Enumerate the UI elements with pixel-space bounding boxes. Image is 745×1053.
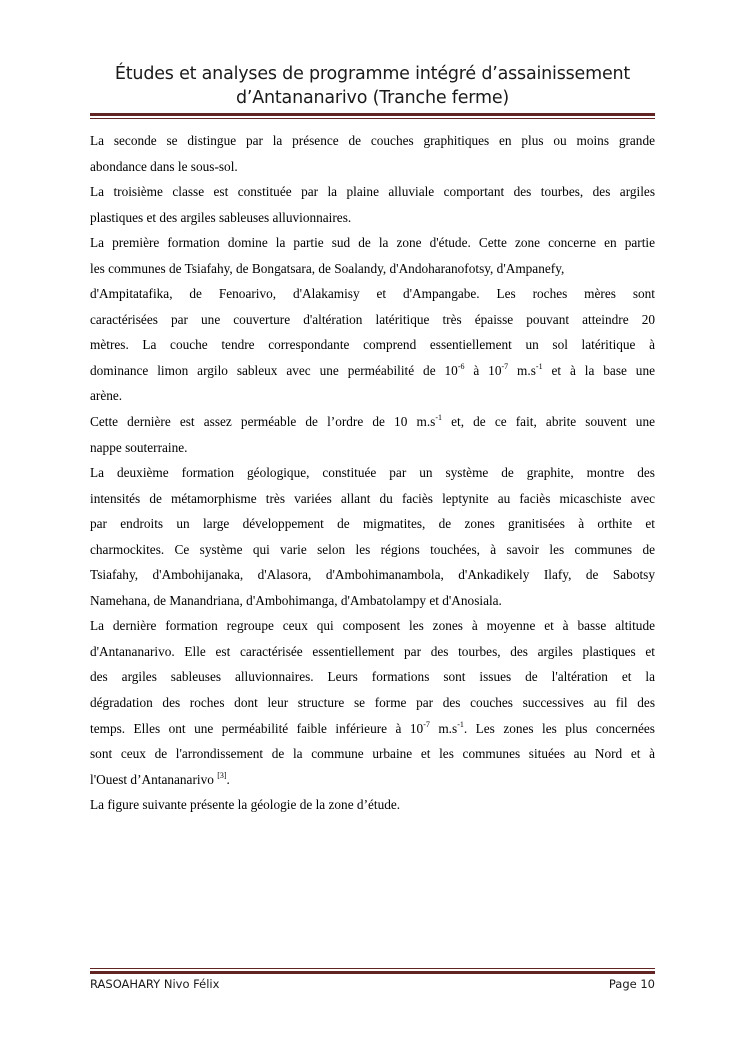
exponent: -1 [457,719,464,729]
text-run: l'Ouest d’Antananarivo [90,771,218,787]
line-with-reference [90,767,655,793]
line: La seconde se distingue par la présence de couches graphitiques en plus ou moins grande [90,133,655,148]
line: abondance dans le sous-sol. [90,158,238,174]
line: dégradation des roches dont leur structure se forme par des couches successives au fil des [90,695,655,711]
line: par endroits un large développement de migmatites, de zones granitisées à orthite et [90,516,655,532]
line: mètres. La couche tendre correspondante comprend essentiellement un sol latéritique à [90,337,655,353]
line: La deuxième formation géologique, constituée par un système de graphite, montre des [90,465,655,481]
page-number: Page 10 [608,977,655,991]
exponent: -7 [501,361,509,371]
line: Tsiafahy, d'Ambohijanaka, d'Alasora, d'Ambohimanambola, d'Ankadikely Ilafy, de Sabotsy [90,567,655,583]
text-run: dominance limon argilo sableux avec une perméabilité de 10 [90,362,458,378]
exponent: -7 [423,719,430,729]
line: intensités de métamorphisme très variées allant du faciès leptynite au faciès micaschiste avec [90,490,655,506]
exponent: -6 [457,361,465,371]
text-run: à 10 [464,362,502,378]
line: des argiles sableuses alluvionnaires. Leurs formations sont issues de l'altération et la [90,669,655,685]
line: nappe souterraine. [90,439,188,455]
line: sont ceux de l'arrondissement de la commune urbaine et les communes situées au Nord et à [90,746,655,762]
text-run: . [226,771,230,787]
line: La première formation domine la partie sud de la zone d'étude. Cette zone concerne en partie [90,235,655,251]
exponent: -1 [535,361,543,371]
text-run: et à la base une [542,362,655,378]
header-title-line2: d’Antananarivo (Tranche ferme) [235,88,510,108]
header-rule-thick [90,113,655,116]
header-rule-thin [90,118,655,119]
line-with-exponents [90,409,655,435]
line: les communes de Tsiafahy, de Bongatsara, de Soalandy, d'Andoharanofotsy, d'Ampanefy, [90,260,565,276]
line: La troisième classe est constituée par la plaine alluviale comportant des tourbes, des argiles [90,184,655,200]
page-header [90,62,655,110]
text-run: Cette dernière est assez perméable de l’ordre de 10 m.s [90,414,436,430]
text-run: temps. Elles ont une perméabilité faible inférieure à 10 [90,720,424,736]
footer-author: RASOAHARY Nivo Félix [90,977,220,991]
line: La dernière formation regroupe ceux qui composent les zones à moyenne et à basse altitude [90,618,655,634]
line: Namehana, de Manandriana, d'Ambohimanga, d'Ambatolampy et d'Anosiala. [90,592,502,608]
text-run: m.s [508,362,536,378]
line: d'Ampitatafika, de Fenoarivo, d'Alakamisy et d'Ampangabe. Les roches mères sont [90,286,655,302]
text-run: et, de ce fait, abrite souvent une [442,414,655,430]
footer-rule-thin [90,968,655,969]
citation-ref: [3] [217,770,227,780]
text-run: m.s [429,720,458,736]
exponent: -1 [435,413,442,423]
line-with-exponents [90,716,655,742]
header-title-line1: Études et analyses de programme intégré d’assainissement [114,64,631,84]
line: charmockites. Ce système qui varie selon les régions touchées, à savoir les communes de [90,541,655,557]
text-run: . Les zones les plus concernées [463,720,655,736]
line: arène. [90,388,123,404]
body-text [90,128,655,818]
footer-rule-thick [90,971,655,974]
line: La figure suivante présente la géologie de la zone d’étude. [90,797,401,813]
line-with-exponents [90,358,655,384]
line: d'Antananarivo. Elle est caractérisée essentiellement par des tourbes, des argiles plastiques et [90,643,655,659]
line: plastiques et des argiles sableuses alluvionnaires. [90,209,352,225]
line: caractérisées par une couverture d'altération latéritique très épaisse pouvant atteindre 20 [90,311,655,327]
